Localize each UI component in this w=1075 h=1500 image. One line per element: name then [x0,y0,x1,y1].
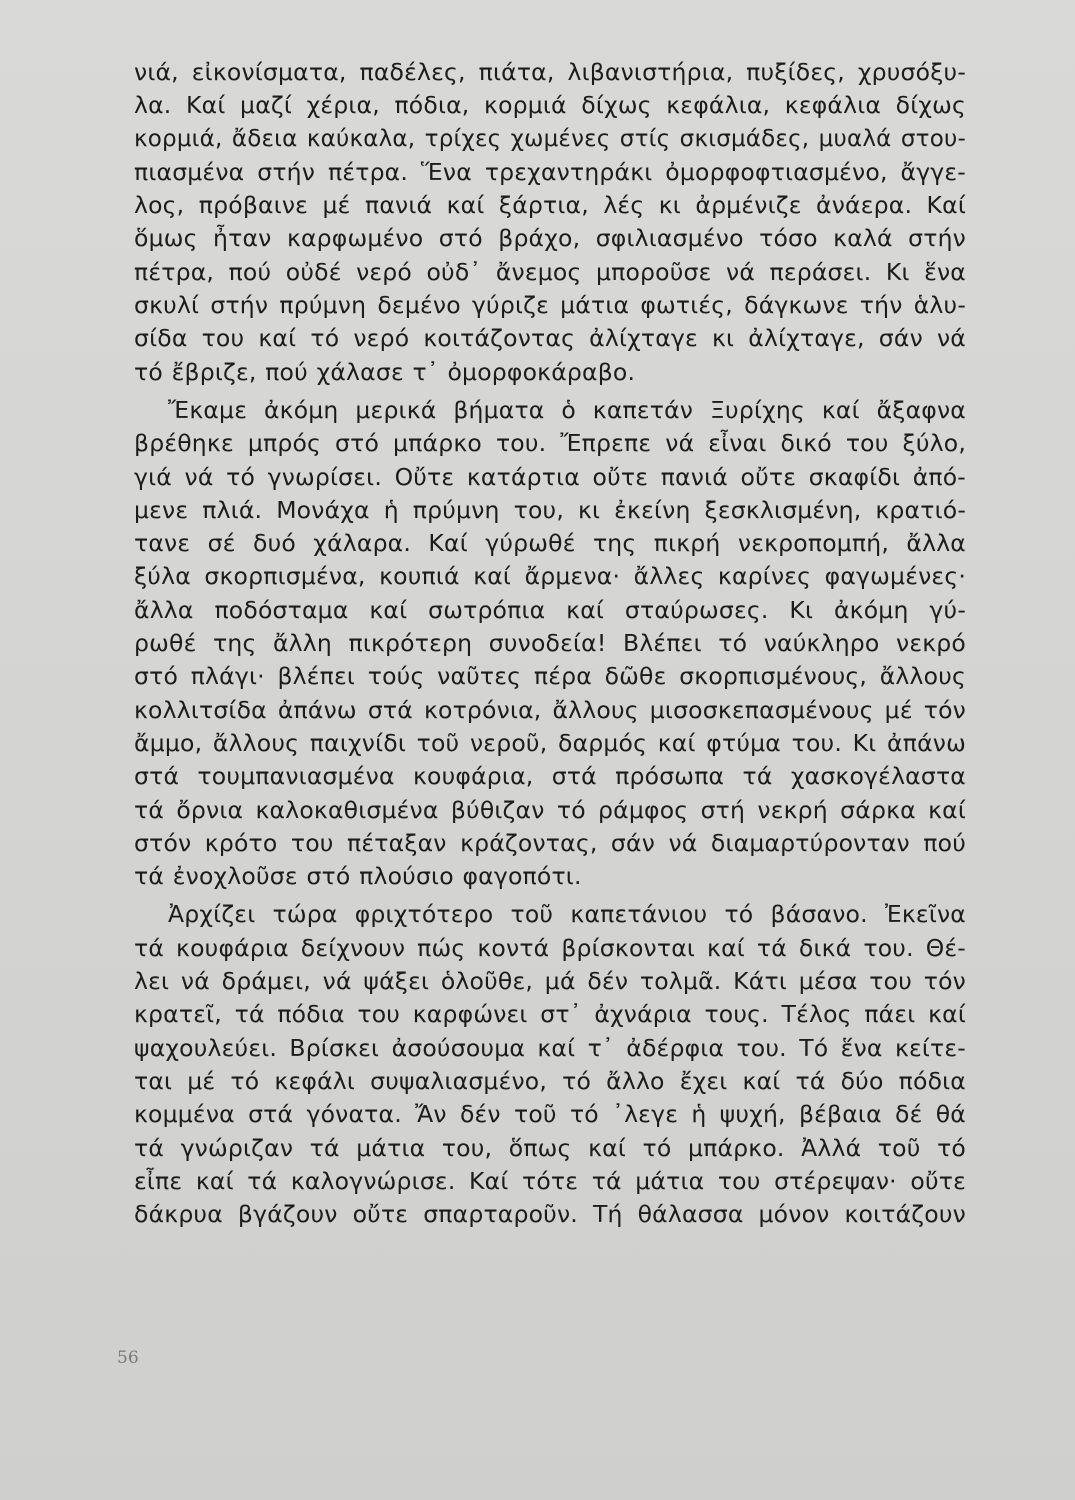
text-line: λει νά δράμει, νά ψάξει ὁλοῦθε, μά δέν τολμᾶ. Κάτι μέσα του τόν [134,967,966,996]
text-line: πιασμένα στήν πέτρα. Ἕνα τρεχαντηράκι ὀμορφοφτιασμένο, ἄγγε- [134,157,966,186]
text-line: τά κουφάρια δείχνουν πώς κοντά βρίσκονται καί τά δικά του. Θέ- [134,933,966,962]
text-line: κολλιτσίδα ἀπάνω στά κοτρόνια, ἄλλους μισοσκεπασμένους μέ τόν [134,695,966,724]
paragraph-3 [134,898,966,1231]
text-line: ται μέ τό κεφάλι συψαλιασμένο, τό ἄλλο ἔχει καί τά δύο πόδια [134,1066,966,1095]
text-line: νιά, εἰκονίσματα, παδέλες, πιάτα, λιβανιστήρια, πυξίδες, χρυσόξυ- [134,58,966,86]
text-line: σκυλί στήν πρύμνη δεμένο γύριζε μάτια φωτιές, δάγκωνε τήν ἁλυ- [134,291,966,320]
text-line: βρέθηκε μπρός στό μπάρκο του. Ἔπρεπε νά εἶναι δικό του ξύλο, [134,429,966,458]
text-line: εἶπε καί τά καλογνώρισε. Καί τότε τά μάτια του στέρεψαν· οὔτε [134,1166,966,1195]
text-line: κομμένα στά γόνατα. Ἄν δέν τοῦ τό ᾽λεγε ἡ ψυχή, βέβαια δέ θά [134,1100,966,1129]
text-line: λος, πρόβαινε μέ πανιά καί ξάρτια, λές κι ἀρμένιζε ἀνάερα. Καί [134,191,966,220]
text-line: δάκρυα βγάζουν οὔτε σπαρταροῦν. Τή θάλασσα μόνον κοιτάζουν [134,1200,966,1229]
text-line: ὅμως ἦταν καρφωμένο στό βράχο, σφιλιασμένο τόσο καλά στήν [134,224,966,253]
body-text [134,56,966,1231]
text-line: τά γνώριζαν τά μάτια του, ὅπως καί τό μπάρκο. Ἀλλά τοῦ τό [134,1133,966,1162]
text-line: ἄμμο, ἄλλους παιχνίδι τοῦ νεροῦ, δαρμός καί φτύμα του. Κι ἀπάνω [134,728,966,757]
text-line: λα. Καί μαζί χέρια, πόδια, κορμιά δίχως κεφάλια, κεφάλια δίχως [134,91,966,120]
text-line: γιά νά τό γνωρίσει. Οὔτε κατάρτια οὔτε πανιά οὔτε σκαφίδι ἀπό- [134,462,966,491]
text-line: ρωθέ της ἄλλη πικρότερη συνοδεία! Βλέπει τό ναύκληρο νεκρό [134,629,966,658]
text-line: πέτρα, πού οὐδέ νερό οὐδ᾽ ἄνεμος μποροῦσε νά περάσει. Κι ἕνα [134,257,966,286]
paragraph-1 [134,56,966,389]
page-number: 56 [117,1348,139,1368]
text-line: στόν κρότο του πέταξαν κράζοντας, σάν νά διαμαρτύρονταν πού [134,828,966,857]
text-line: Ἀρχίζει τώρα φριχτότερο τοῦ καπετάνιου τό βάσανο. Ἐκεῖνα [168,900,966,929]
text-line: τά ἐνοχλοῦσε στό πλούσιο φαγοπότι. [134,862,582,891]
text-line: τό ἔβριζε, πού χάλασε τ᾽ ὀμορφοκάραβο. [134,357,636,386]
text-line: σίδα του καί τό νερό κοιτάζοντας ἀλίχταγε κι ἀλίχταγε, σάν νά [134,324,966,353]
text-line: ἄλλα ποδόσταμα καί σωτρόπια καί σταύρωσες. Κι ἀκόμη γύ- [134,595,966,624]
text-line: κρατεῖ, τά πόδια του καρφώνει στ᾽ ἀχνάρια τους. Τέλος πάει καί [134,1000,966,1029]
text-line: μενε πλιά. Μονάχα ἡ πρύμνη του, κι ἐκείνη ξεσκλισμένη, κρατιό- [134,495,966,524]
text-line: στό πλάγι· βλέπει τούς ναῦτες πέρα δῶθε σκορπισμένους, ἄλλους [134,662,966,691]
text-line: στά τουμπανιασμένα κουφάρια, στά πρόσωπα τά χασκογέλαστα [134,762,966,791]
text-line: τά ὄρνια καλοκαθισμένα βύθιζαν τό ράμφος στή νεκρή σάρκα καί [134,795,966,824]
text-line: κορμιά, ἄδεια καύκαλα, τρίχες χωμένες στίς σκισμάδες, μυαλά στου- [134,125,966,152]
paragraph-2 [134,394,966,893]
text-line: τανε σέ δυό χάλαρα. Καί γύρωθέ της πικρή νεκροπομπή, ἄλλα [134,529,966,558]
text-line: ξύλα σκορπισμένα, κουπιά καί ἄρμενα· ἄλλες καρίνες φαγωμένες· [134,562,966,591]
text-line: ψαχουλεύει. Βρίσκει ἀσούσουμα καί τ᾽ ἀδέρφια του. Τό ἕνα κείτε- [134,1033,966,1062]
text-line: Ἔκαμε ἀκόμη μερικά βήματα ὁ καπετάν Ξυρίχης καί ἄξαφνα [168,395,966,424]
